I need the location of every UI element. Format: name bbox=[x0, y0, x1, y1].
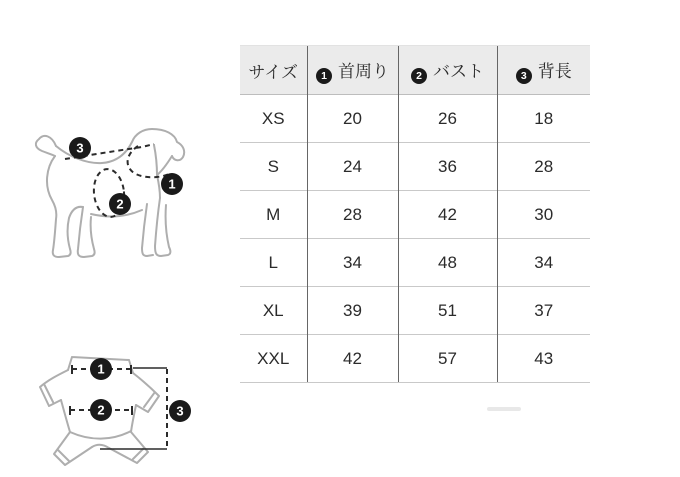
table-row-m bbox=[240, 191, 590, 239]
table-row-xs bbox=[240, 95, 590, 143]
col-header-neck-label: 首周り bbox=[338, 61, 389, 81]
dog-front-leg bbox=[155, 198, 170, 256]
dog-rear-hind-leg bbox=[47, 156, 83, 257]
badge-number: 2 bbox=[116, 196, 124, 212]
garment-left-side bbox=[61, 400, 70, 432]
col-header-neck bbox=[307, 46, 398, 95]
garment-crotch-notch bbox=[92, 445, 109, 448]
garment-left-sleeve bbox=[40, 370, 68, 406]
col-header-bust-label: バスト bbox=[433, 61, 484, 81]
col-header-back bbox=[497, 46, 590, 95]
back-cell: 34 bbox=[497, 239, 590, 287]
artifact-smudge bbox=[487, 407, 521, 411]
dog-jaw bbox=[157, 156, 172, 175]
neck-cell: 39 bbox=[307, 287, 398, 335]
garment-badge-neck bbox=[90, 358, 112, 380]
dog-outline-sketch bbox=[36, 129, 184, 257]
neck-girth-dash-line bbox=[128, 146, 169, 177]
table-row-xxl bbox=[240, 335, 590, 383]
col-header-back-label: 背長 bbox=[537, 61, 572, 81]
garment-badge-back bbox=[169, 400, 191, 422]
bust-cell: 36 bbox=[398, 143, 497, 191]
badge-1-icon: 1 bbox=[316, 68, 332, 84]
col-header-size-label: サイズ bbox=[248, 62, 299, 82]
back-cell: 18 bbox=[497, 95, 590, 143]
dog-neck-front bbox=[157, 175, 160, 198]
size-cell: XXL bbox=[240, 335, 307, 383]
neck-cell: 34 bbox=[307, 239, 398, 287]
col-header-bust bbox=[398, 46, 497, 95]
bust-cell: 57 bbox=[398, 335, 497, 383]
badge-number: 2 bbox=[97, 402, 105, 418]
back-cell: 30 bbox=[497, 191, 590, 239]
bust-cell: 48 bbox=[398, 239, 497, 287]
back-cell: 43 bbox=[497, 335, 590, 383]
garment-badge-bust bbox=[90, 399, 112, 421]
dog-badge-bust bbox=[109, 193, 131, 215]
back-cell: 28 bbox=[497, 143, 590, 191]
neck-cell: 24 bbox=[307, 143, 398, 191]
size-table bbox=[240, 45, 590, 383]
garment-right-sleeve bbox=[133, 373, 159, 412]
size-table-header-row bbox=[240, 46, 590, 95]
badge-2-icon: 2 bbox=[411, 68, 427, 84]
back-cell: 37 bbox=[497, 287, 590, 335]
dog-measurement-diagram bbox=[30, 106, 230, 266]
garment-hem-seam bbox=[70, 431, 131, 439]
neck-cell: 20 bbox=[307, 95, 398, 143]
badge-3-icon: 3 bbox=[516, 68, 532, 84]
neck-cell: 28 bbox=[307, 191, 398, 239]
size-cell: M bbox=[240, 191, 307, 239]
table-row-xl bbox=[240, 287, 590, 335]
size-cell: L bbox=[240, 239, 307, 287]
badge-number: 1 bbox=[97, 361, 105, 377]
garment-measurement-diagram bbox=[20, 330, 210, 470]
badge-number: 1 bbox=[168, 176, 176, 192]
size-cell: S bbox=[240, 143, 307, 191]
badge-number: 3 bbox=[76, 140, 84, 156]
dog-tail bbox=[36, 136, 56, 156]
size-cell: XL bbox=[240, 287, 307, 335]
dog-badge-back-length bbox=[69, 137, 91, 159]
bust-cell: 26 bbox=[398, 95, 497, 143]
dog-face-line bbox=[154, 145, 157, 175]
dog-front-leg-2 bbox=[142, 204, 153, 256]
neck-cell: 42 bbox=[307, 335, 398, 383]
table-row-l bbox=[240, 239, 590, 287]
size-cell: XS bbox=[240, 95, 307, 143]
badge-number: 3 bbox=[176, 403, 184, 419]
bust-cell: 51 bbox=[398, 287, 497, 335]
table-row-s bbox=[240, 143, 590, 191]
bust-cell: 42 bbox=[398, 191, 497, 239]
dog-badge-neck bbox=[161, 173, 183, 195]
col-header-size bbox=[240, 46, 307, 95]
